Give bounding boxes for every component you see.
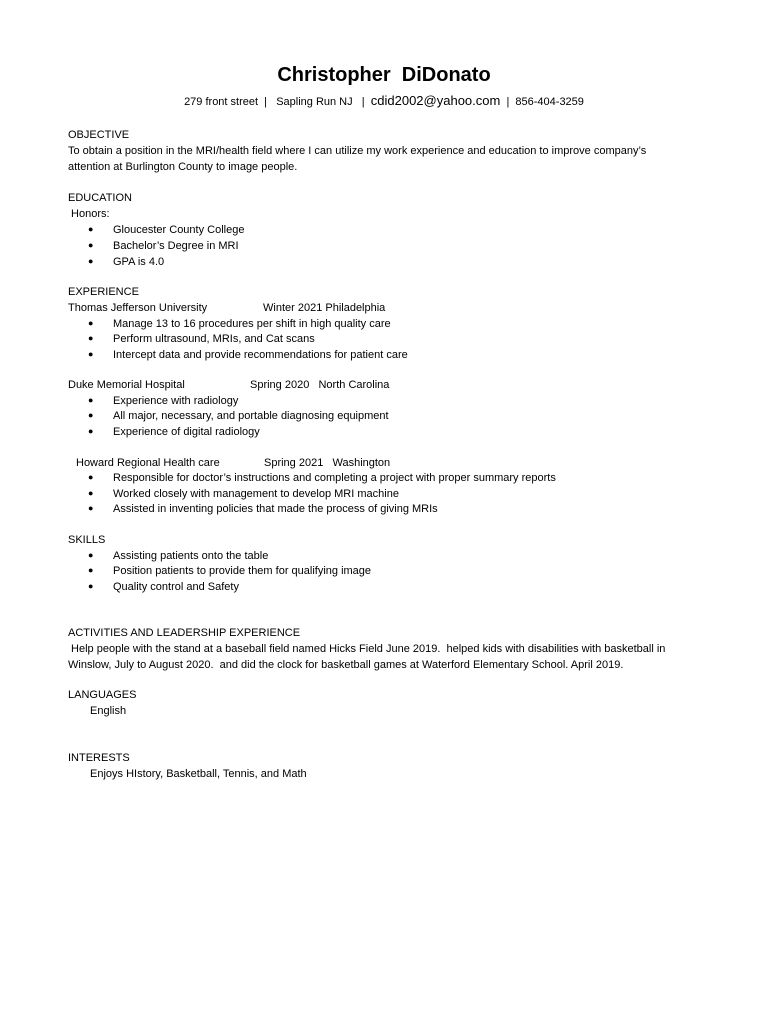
job-duty: Experience of digital radiology (113, 426, 260, 438)
job-duty: Experience with radiology (113, 395, 239, 407)
bullet-icon: ● (88, 581, 94, 591)
employer-name: Duke Memorial Hospital (68, 379, 185, 391)
employer-name: Howard Regional Health care (76, 457, 220, 469)
job-duty: Intercept data and provide recommendations for patient care (113, 349, 408, 361)
activities-heading: ACTIVITIES AND LEADERSHIP EXPERIENCE (68, 627, 301, 639)
job-duty: Responsible for doctor’s instructions and completing a project with proper summary reports (113, 472, 556, 484)
bullet-icon: ● (88, 472, 94, 482)
bullet-icon: ● (88, 550, 94, 560)
objective-heading: OBJECTIVE (68, 129, 130, 141)
education-item: Bachelor’s Degree in MRI (113, 240, 239, 252)
bullet-icon: ● (88, 318, 94, 328)
skill-item: Position patients to provide them for qualifying image (113, 565, 372, 577)
bullet-icon: ● (88, 395, 94, 405)
job-duty: Perform ultrasound, MRIs, and Cat scans (113, 333, 315, 345)
skills-heading: SKILLS (68, 534, 106, 546)
bullet-icon: ● (88, 349, 94, 359)
job-date-location: Spring 2021 Washington (264, 457, 391, 469)
bullet-icon: ● (88, 488, 94, 498)
interests-value: Enjoys HIstory, Basketball, Tennis, and Math (90, 768, 307, 780)
skill-item: Quality control and Safety (113, 581, 239, 593)
bullet-icon: ● (88, 333, 94, 343)
contact-line (0, 93, 768, 108)
education-item: GPA is 4.0 (113, 256, 165, 268)
language-value: English (90, 705, 127, 717)
applicant-name: Christopher DiDonato (277, 64, 491, 86)
honors-label: Honors: (68, 208, 110, 220)
bullet-icon: ● (88, 426, 94, 436)
activities-text-line-1: Help people with the stand at a baseball field named Hicks Field June 2019. helped kids with disabilities with basketball in (68, 643, 666, 655)
bullet-icon: ● (88, 256, 94, 266)
phone-number: | 856-404-3259 (500, 96, 584, 108)
bullet-icon: ● (88, 565, 94, 575)
job-duty: Assisted in inventing policies that made the process of giving MRIs (113, 503, 438, 515)
job-date-location: Spring 2020 North Carolina (250, 379, 390, 391)
job-date-location: Winter 2021 Philadelphia (263, 302, 386, 314)
activities-text-line-2: Winslow, July to August 2020. and did the clock for basketball games at Waterford Elementary School. April 2019. (68, 659, 624, 671)
objective-text-line-2: attention at Burlington County to image people. (68, 161, 298, 173)
bullet-icon: ● (88, 224, 94, 234)
job-duty: All major, necessary, and portable diagnosing equipment (113, 410, 389, 422)
job-duty: Manage 13 to 16 procedures per shift in high quality care (113, 318, 391, 330)
email-address: cdid2002@yahoo.com (370, 93, 501, 108)
education-item: Gloucester County College (113, 224, 245, 236)
bullet-icon: ● (88, 503, 94, 513)
experience-heading: EXPERIENCE (68, 286, 139, 298)
employer-name: Thomas Jefferson University (68, 302, 208, 314)
bullet-icon: ● (88, 240, 94, 250)
interests-heading: INTERESTS (68, 752, 130, 764)
languages-heading: LANGUAGES (68, 689, 137, 701)
bullet-icon: ● (88, 410, 94, 420)
education-heading: EDUCATION (68, 192, 132, 204)
objective-text-line-1: To obtain a position in the MRI/health field where I can utilize my work experience and education to improve company’s (68, 145, 647, 157)
skill-item: Assisting patients onto the table (113, 550, 269, 562)
job-duty: Worked closely with management to develop MRI machine (113, 488, 399, 500)
address: 279 front street | Sapling Run NJ | (184, 96, 371, 108)
